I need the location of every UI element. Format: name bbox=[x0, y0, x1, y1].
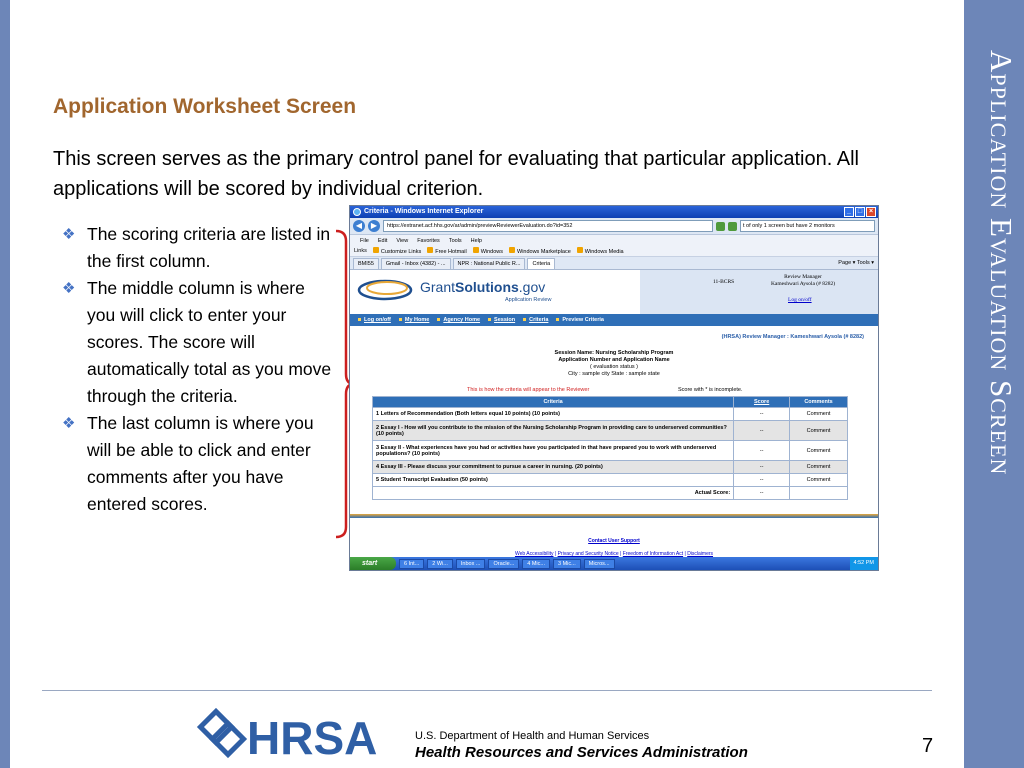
criteria-column-header: Criteria bbox=[373, 397, 734, 408]
forward-icon[interactable]: ▶ bbox=[368, 220, 380, 232]
actual-score-value: -- bbox=[734, 487, 790, 500]
windows-taskbar bbox=[350, 557, 878, 570]
menu-favorites[interactable]: Favorites bbox=[417, 237, 440, 244]
nav-criteria[interactable]: Criteria bbox=[523, 317, 548, 323]
bullet-item bbox=[62, 275, 334, 410]
link-web-accessibility[interactable]: Web Accessibility bbox=[514, 551, 554, 557]
score-cell[interactable]: -- bbox=[734, 441, 790, 461]
comments-column-header: Comments bbox=[790, 397, 848, 408]
comment-cell[interactable]: Comment bbox=[790, 461, 848, 474]
score-cell[interactable]: -- bbox=[734, 461, 790, 474]
taskbar-item[interactable]: 3 Mic... bbox=[553, 559, 581, 569]
nav-session[interactable]: Session bbox=[488, 317, 515, 323]
links-bar bbox=[350, 246, 878, 257]
bullet-text: The middle column is where you will click to enter your scores. The score will automatically total as you move through the criteria. bbox=[87, 278, 332, 406]
taskbar-item[interactable]: 4 Mic... bbox=[522, 559, 550, 569]
tab-criteria[interactable]: Criteria bbox=[527, 258, 555, 269]
menu-help[interactable]: Help bbox=[470, 237, 482, 244]
link-media[interactable] bbox=[577, 247, 624, 255]
tab-gmail[interactable]: Gmail - Inbox (4382) - ... bbox=[381, 258, 451, 269]
footer-links: Web Accessibility | Privacy and Security Notice | Freedom of Information Act | Disclaimers bbox=[514, 551, 714, 557]
page-number: 7 bbox=[922, 735, 934, 757]
page-icon bbox=[577, 247, 583, 253]
menu-edit[interactable]: Edit bbox=[377, 237, 388, 244]
logoff-link[interactable]: Log on/off bbox=[788, 297, 812, 303]
link-customize[interactable] bbox=[373, 247, 421, 255]
reviewer-note: This is how the criteria will appear to the Reviewer bbox=[467, 387, 590, 393]
link-label: Customize Links bbox=[380, 249, 422, 255]
system-clock: 4:52 PM bbox=[850, 557, 878, 570]
link-label: Free Hotmail bbox=[435, 249, 467, 255]
ie-icon bbox=[353, 208, 361, 216]
menu-view[interactable]: View bbox=[396, 237, 409, 244]
tab-npr[interactable]: NPR : National Public R... bbox=[453, 258, 526, 269]
program-code: 11-BCRS bbox=[713, 279, 735, 285]
grantsolutions-header bbox=[350, 270, 878, 314]
close-icon[interactable]: × bbox=[866, 207, 876, 217]
comment-cell[interactable]: Comment bbox=[790, 408, 848, 421]
score-cell[interactable]: -- bbox=[734, 421, 790, 441]
evaluation-status: ( evaluation status ) bbox=[590, 364, 638, 370]
maximize-icon[interactable]: □ bbox=[855, 207, 865, 217]
diamond-bullet-icon: ❖ bbox=[62, 415, 76, 432]
table-row bbox=[373, 441, 848, 461]
start-button[interactable]: start bbox=[350, 557, 396, 570]
table-row bbox=[373, 408, 848, 421]
link-windows[interactable] bbox=[473, 247, 503, 255]
taskbar-item[interactable]: Micros... bbox=[584, 559, 615, 569]
manager-line: (HRSA) Review Manager : Kameshwari Aysola (# 8282) bbox=[721, 334, 864, 340]
score-cell[interactable]: -- bbox=[734, 474, 790, 487]
browser-screenshot bbox=[349, 205, 879, 571]
comment-cell[interactable]: Comment bbox=[790, 421, 848, 441]
menu-tools[interactable]: Tools bbox=[448, 237, 462, 244]
page-tools-menu[interactable]: Page ▾ Tools ▾ bbox=[838, 260, 874, 266]
page-icon bbox=[473, 247, 479, 253]
role-title: Review Manager bbox=[784, 274, 822, 280]
hrsa-agency-name: Health Resources and Services Administration bbox=[415, 744, 748, 761]
link-privacy[interactable]: Privacy and Security Notice bbox=[557, 551, 619, 557]
comment-cell[interactable]: Comment bbox=[790, 474, 848, 487]
empty-cell bbox=[790, 487, 848, 500]
page-icon bbox=[509, 247, 515, 253]
criteria-cell: 2 Essay I - How will you contribute to the mission of the Nursing Scholarship Program in providing care to underserved communities? (10 points) bbox=[373, 421, 734, 441]
window-title: Criteria - Windows Internet Explorer bbox=[364, 208, 484, 215]
app-nav-bar bbox=[350, 314, 878, 326]
actual-score-label: Actual Score: bbox=[373, 487, 734, 500]
comment-cell[interactable]: Comment bbox=[790, 441, 848, 461]
table-row bbox=[373, 461, 848, 474]
menu-bar bbox=[350, 235, 878, 246]
footer-band bbox=[350, 514, 878, 518]
left-accent-bar bbox=[0, 0, 10, 768]
bullet-list bbox=[62, 221, 334, 518]
refresh-icon[interactable] bbox=[728, 222, 737, 231]
address-row bbox=[350, 218, 878, 235]
tab-bmi55[interactable]: BMI55 bbox=[353, 258, 379, 269]
criteria-cell: 4 Essay III - Please discuss your commitment to pursue a career in nursing. (20 points) bbox=[373, 461, 734, 474]
grantsolutions-logo-icon bbox=[356, 276, 414, 302]
hrsa-logo bbox=[195, 706, 415, 762]
link-label: Windows Marketplace bbox=[517, 249, 571, 255]
slide-title: Application Worksheet Screen bbox=[53, 95, 357, 118]
link-disclaimers[interactable]: Disclaimers bbox=[687, 551, 714, 557]
bullet-item bbox=[62, 410, 334, 518]
browser-title-bar bbox=[350, 206, 878, 218]
nav-preview-criteria: Preview Criteria bbox=[556, 317, 604, 323]
actual-score-row bbox=[373, 487, 848, 500]
taskbar-item[interactable]: 6 Int... bbox=[399, 559, 424, 569]
bullet-text: The last column is where you will be able to click and enter comments after you have entered scores. bbox=[87, 413, 314, 514]
side-title: Application Evaluation Screen bbox=[984, 50, 1019, 476]
table-header-row bbox=[373, 397, 848, 408]
criteria-table bbox=[372, 396, 848, 500]
link-label: Windows Media bbox=[584, 249, 624, 255]
menu-file[interactable]: File bbox=[360, 237, 369, 244]
minimize-icon[interactable]: _ bbox=[844, 207, 854, 217]
search-input[interactable]: t of only 1 screen but have 2 monitors bbox=[740, 220, 875, 232]
diamond-bullet-icon: ❖ bbox=[62, 226, 76, 243]
hhs-department: U.S. Department of Health and Human Services bbox=[415, 730, 650, 742]
user-role bbox=[758, 274, 848, 288]
bullet-text: The scoring criteria are listed in the first column. bbox=[87, 224, 331, 271]
evaluation-body bbox=[350, 326, 878, 536]
session-info bbox=[350, 350, 878, 378]
address-bar[interactable]: https://extranet.acf.hhs.gov/ar/admin/previewReviewerEvaluation.do?id=352 bbox=[383, 220, 713, 232]
score-cell[interactable]: -- bbox=[734, 408, 790, 421]
criteria-cell: 5 Student Transcript Evaluation (50 points) bbox=[373, 474, 734, 487]
diamond-bullet-icon: ❖ bbox=[62, 280, 76, 297]
nav-logoff[interactable]: Log on/off bbox=[358, 317, 391, 323]
table-row bbox=[373, 421, 848, 441]
link-marketplace[interactable] bbox=[509, 247, 571, 255]
link-label: Windows bbox=[480, 249, 503, 255]
taskbar-item[interactable]: Inbox ... bbox=[456, 559, 486, 569]
link-hotmail[interactable] bbox=[427, 247, 466, 255]
criteria-cell: 1 Letters of Recommendation (Both letters equal 10 points) (10 points) bbox=[373, 408, 734, 421]
score-column-header[interactable]: Score bbox=[734, 397, 790, 408]
back-icon[interactable]: ◀ bbox=[353, 220, 365, 232]
taskbar-item[interactable]: 2 Wi... bbox=[427, 559, 453, 569]
nav-my-home[interactable]: My Home bbox=[399, 317, 429, 323]
city-state-line: City : sample city State : sample state bbox=[568, 371, 660, 377]
right-accent-bar bbox=[964, 0, 1024, 768]
taskbar-item[interactable]: Oracle... bbox=[488, 559, 519, 569]
bullet-item bbox=[62, 221, 334, 275]
page-icon bbox=[373, 247, 379, 253]
role-user: Kameshwari Aysola (# 8282) bbox=[770, 281, 836, 287]
svg-text:HRSA: HRSA bbox=[247, 712, 378, 762]
app-tagline: Application Review bbox=[505, 297, 552, 303]
criteria-cell: 3 Essay II - What experiences have you had or activities have you participated in that have prepared you to work with underserved populations? (10 points) bbox=[373, 441, 734, 461]
tab-bar bbox=[350, 257, 878, 270]
incomplete-note: Score with * is incomplete. bbox=[678, 387, 743, 393]
lock-icon bbox=[716, 222, 725, 231]
window-controls bbox=[844, 207, 876, 217]
footer-divider bbox=[42, 690, 932, 691]
links-label: Links bbox=[354, 248, 367, 254]
page-icon bbox=[427, 247, 433, 253]
contact-support-link[interactable]: Contact User Support bbox=[588, 538, 640, 544]
table-row bbox=[373, 474, 848, 487]
application-line: Application Number and Application Name bbox=[558, 357, 670, 363]
intro-paragraph: This screen serves as the primary control panel for evaluating that particular application. All applications will be scored by individual criterion. bbox=[53, 148, 859, 200]
nav-agency-home[interactable]: Agency Home bbox=[437, 317, 480, 323]
link-foia[interactable]: Freedom of Information Act bbox=[622, 551, 684, 557]
session-name: Session Name: Nursing Scholarship Program bbox=[554, 350, 674, 356]
grantsolutions-logo: GrantSolutions.gov bbox=[420, 279, 546, 295]
